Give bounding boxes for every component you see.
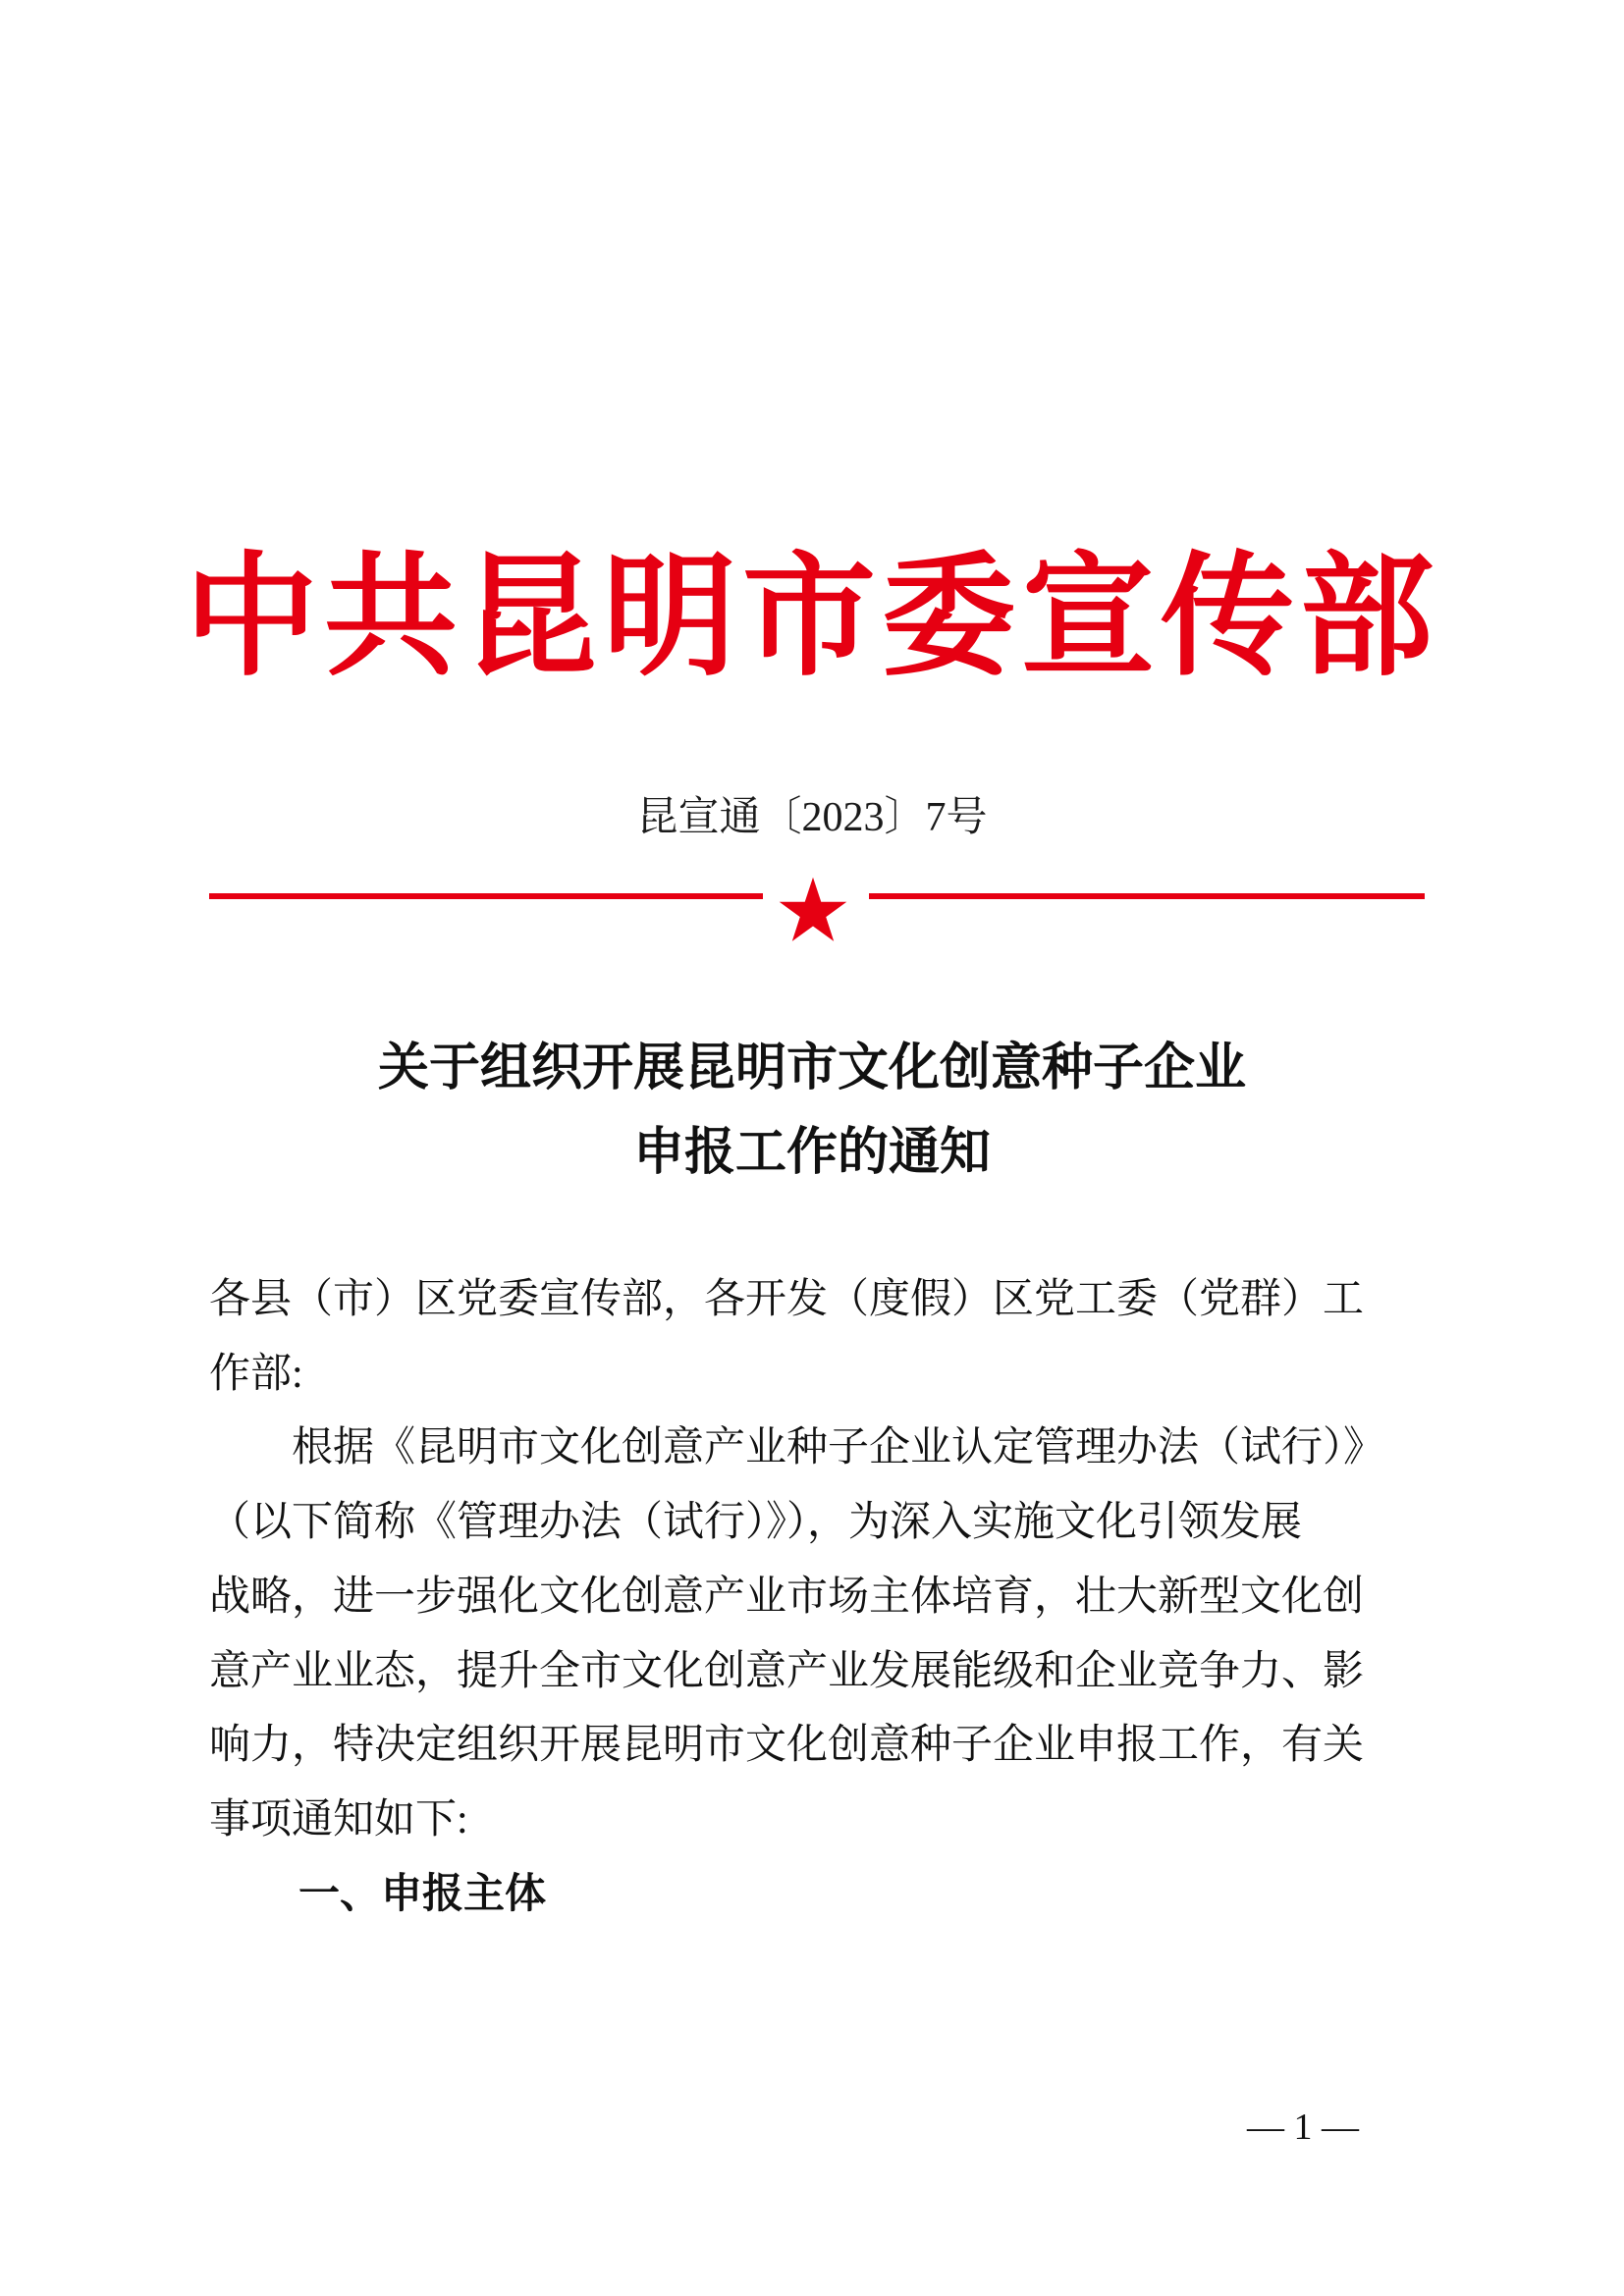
- body-line: 意产业业态，提升全市文化创意产业发展能级和企业竞争力、影: [209, 1649, 1365, 1694]
- body-line: 响力，特决定组织开展昆明市文化创意种子企业申报工作，有关: [209, 1723, 1365, 1768]
- body-line: 根据《昆明市文化创意产业种子企业认定管理办法（试行）》: [209, 1425, 1385, 1470]
- body-line: 战略，进一步强化文化创意产业市场主体培育，壮大新型文化创: [209, 1575, 1365, 1620]
- body-line: 作部:: [209, 1352, 303, 1397]
- document-title-line-2: 申报工作的通知: [632, 1122, 991, 1182]
- red-divider-right: [869, 893, 1425, 899]
- body-line: （以下简称《管理办法（试行）》），为深入实施文化引领发展: [209, 1500, 1303, 1545]
- page-number: — 1 —: [1247, 2107, 1359, 2148]
- body-line: 各县（市）区党委宣传部，各开发（度假）区党工委（党群）工: [209, 1277, 1365, 1322]
- issuing-authority-header: 中共昆明市委宣传部: [185, 538, 1439, 695]
- red-divider-left: [209, 893, 763, 899]
- document-title-line-1: 关于组织开展昆明市文化创意种子企业: [377, 1038, 1246, 1097]
- document-number: 昆宣通〔2023〕7号: [636, 795, 988, 840]
- body-line: 事项通知如下:: [209, 1797, 468, 1842]
- section-heading: 一、申报主体: [298, 1869, 547, 1917]
- star-icon: [779, 876, 847, 942]
